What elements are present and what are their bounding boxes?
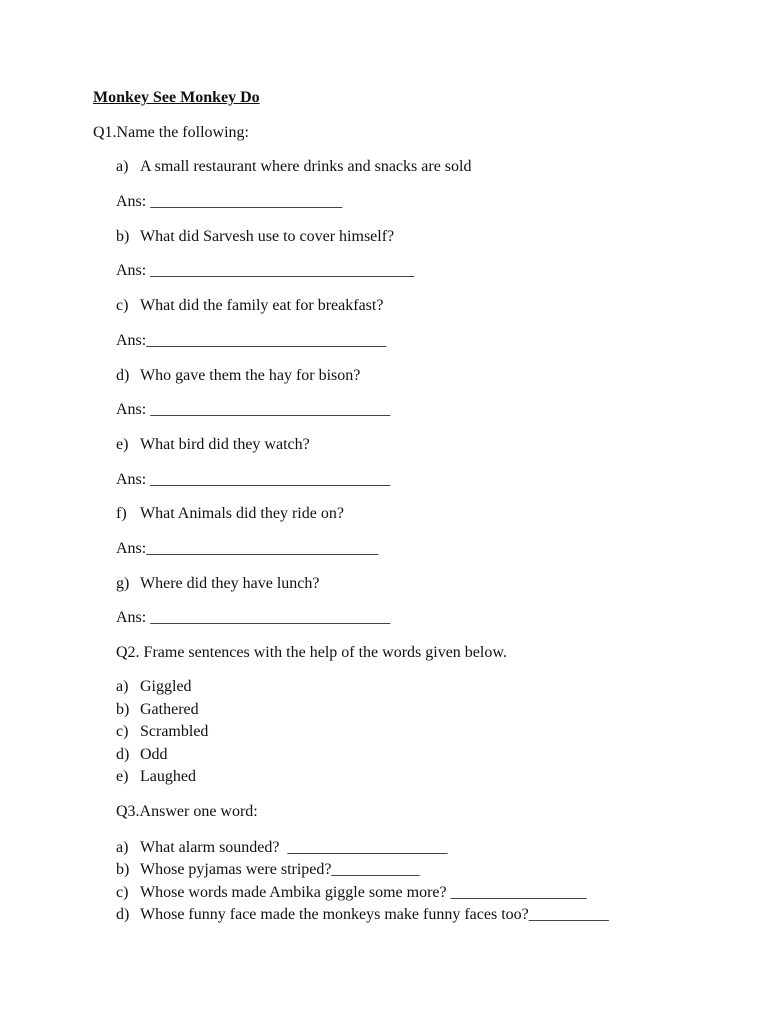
- q3-item-text: Whose words made Ambika giggle some more? _________________: [140, 884, 587, 901]
- q1-item: [116, 227, 394, 247]
- q2-word-item: [116, 677, 192, 697]
- q1-answer-line: Ans: ________________________: [116, 193, 343, 210]
- q1-item: [116, 296, 383, 316]
- q1-answer-line: Ans: ______________________________: [116, 471, 391, 488]
- worksheet-title: Monkey See Monkey Do: [93, 89, 260, 106]
- q1-item-question: What bird did they watch?: [140, 436, 310, 453]
- q1-item: [116, 435, 310, 455]
- q2-item-marker: b): [116, 701, 130, 718]
- q2-item-marker: c): [116, 723, 129, 740]
- q1-item-marker: e): [116, 436, 129, 453]
- q1-item-marker: g): [116, 575, 130, 592]
- q2-word: Giggled: [140, 678, 192, 695]
- q1-item-marker: a): [116, 158, 129, 175]
- q2-word-item: [116, 700, 199, 720]
- q3-item-marker: c): [116, 884, 129, 901]
- q2-word: Gathered: [140, 701, 199, 718]
- q1-item: [116, 366, 360, 386]
- q2-item-marker: d): [116, 746, 130, 763]
- q1-item-marker: c): [116, 297, 129, 314]
- q1-item-marker: d): [116, 367, 130, 384]
- q3-item-text: What alarm sounded? ____________________: [140, 839, 448, 856]
- q2-item-marker: a): [116, 678, 129, 695]
- q1-item-question: What did the family eat for breakfast?: [140, 297, 384, 314]
- q2-word: Laughed: [140, 768, 196, 785]
- q2-word-item: [116, 745, 168, 765]
- q2-word-item: [116, 767, 196, 787]
- q3-item-text: Whose funny face made the monkeys make funny faces too?__________: [140, 906, 609, 923]
- q2-item-marker: e): [116, 768, 129, 785]
- q3-item-marker: d): [116, 906, 130, 923]
- q1-heading: Q1.Name the following:: [93, 124, 249, 141]
- q2-word: Scrambled: [140, 723, 209, 740]
- q1-item: [116, 157, 471, 177]
- q3-item: [116, 883, 587, 903]
- q1-item: [116, 574, 319, 594]
- q1-item-question: What Animals did they ride on?: [140, 505, 344, 522]
- q3-item: [116, 905, 609, 925]
- q3-item-text: Whose pyjamas were striped?___________: [140, 861, 420, 878]
- q1-item-marker: b): [116, 228, 130, 245]
- q2-word: Odd: [140, 746, 168, 763]
- q1-item: [116, 504, 344, 524]
- q2-heading: Q2. Frame sentences with the help of the words given below.: [116, 644, 507, 661]
- q3-item: [116, 860, 419, 880]
- q1-answer-line: Ans: _________________________________: [116, 262, 415, 279]
- q3-heading: Q3.Answer one word:: [116, 803, 258, 820]
- q3-item-marker: b): [116, 861, 130, 878]
- q1-answer-line: Ans: ______________________________: [116, 609, 391, 626]
- q1-answer-line: Ans: ______________________________: [116, 401, 391, 418]
- q1-item-marker: f): [116, 505, 127, 522]
- q3-item: [116, 838, 448, 858]
- q1-item-question: Where did they have lunch?: [140, 575, 320, 592]
- q1-answer-line: Ans:_____________________________: [116, 540, 379, 557]
- q1-item-question: A small restaurant where drinks and snacks are sold: [140, 158, 472, 175]
- q1-item-question: What did Sarvesh use to cover himself?: [140, 228, 395, 245]
- q2-word-item: [116, 722, 208, 742]
- q1-answer-line: Ans:______________________________: [116, 332, 387, 349]
- q3-item-marker: a): [116, 839, 129, 856]
- q1-item-question: Who gave them the hay for bison?: [140, 367, 361, 384]
